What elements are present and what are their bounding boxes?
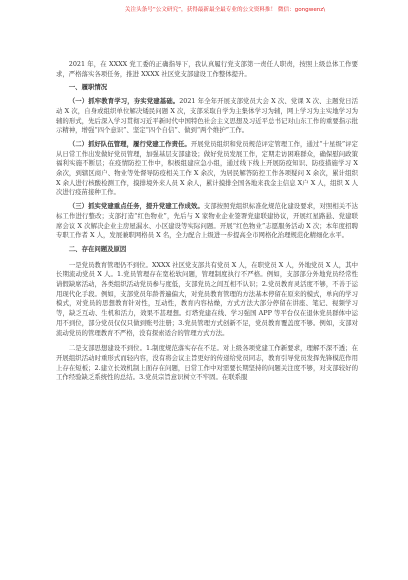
document-body [56, 60, 358, 383]
paragraph-1-3 [56, 202, 358, 241]
subheading-1-3: （三）抓实党建重点任务，提升党建工作成效。 [68, 202, 204, 211]
paragraph-1-3-body: 支部按照党组织标准化规范化建设要求，对照相关不达标工作进行整改；支部打造“红色物业”，先后与 X 家物业企业签署党建联建协议，开展红星路悬、党建联席会议 X 次解决企业主房屋漏水、小区建设等实际问题。开展“红色物业”志愿服务活动 X 次；本年度招聘专职工作者 X 人，发展兼职网格员 X 名，全力配合上级进一步提高全市网格化治理规范化精细化水平。 [56, 202, 359, 240]
paragraph-1-1-body: 2021 年全年开展支部党员大会 X 次、党课 X 次、主题党日活动 X 次，自身或组织单位解决矮民问题 X 次，支部采取自学为主集体学习为辅，网上学习为主实地学习为辅的形式，先后深入学习贯彻习近平新时代中国特色社会主义思想及习近平总书记对山东工作的重要指示批示精神，增强“四个意识”、坚定“四个自信”、做到“两个维护”工作。 [56, 97, 358, 135]
paragraph-2-2: 二是支部思想建设不到位。1.制度规范落实存在不足。对上级各项党建工作新要求，理解不深不透；在开展组织活动时重形式而轻内容，没有将会议主旨更好的传递给党员同志，教育引导党员发挥先锋模范作用上存在短板；2.建立长效机制上面存在问题，日常工作中对需要长期坚持的问题关注度不够，对支部较好的工作经验缺乏系统性的总结。3.党员宗旨意识树立不牢固。在联系服 [56, 344, 358, 382]
header-banner [60, 4, 390, 14]
paragraph-1-2 [56, 140, 358, 198]
banner-text: 关注头条号“公文研究”，获得最新最全最专业的公文资料推！ 微信：gongwenz\ [124, 7, 326, 13]
paragraph-1-2-body: 开展党员组织和党员规范评定管理工作，通过“十星级”评定从日常工作出发做好党员管理，加强基层支部建设；做好党员发展工作，定期走访困难群众，确保慰问政策福利实施不断层；在疫情防控工作中，积极组建应急小组，通过线下线上开展防疫知识、防疫措施学习 X 余次，到辖区商户、物业等处督导防疫相关工作 X 余次，为居民解答防控工作各项疑问 X 余次，累计组织 X 余人进行核酸检测工作，摸排境外来人员 X 余人，累计摸排全国各地来我金主信息 X户 X 人，组织 X 人次进行疫苗接种工作。 [56, 139, 358, 197]
subheading-1-2: （二）抓好队伍管理，履行党建工作责任。 [68, 139, 191, 148]
section-heading-1: 一、履职情况 [68, 83, 108, 92]
subheading-1-1: （一）抓牢教育学习，夯实党建基础。 [68, 97, 180, 106]
paragraph-1-1 [56, 97, 358, 136]
section-heading-2: 二、存在问题及原因 [68, 244, 127, 253]
paragraph-2-1: 一是党员教育管理仍不到位。XXXX 社区党支部共有党员 X 人，在职党员 X 人，外地党员 X 人，其中长期流动党员 X 人。1.党员管理存在宽松软问题，管理制度执行不严格。例如，支部部分外地党员经常性请假缺席活动，各类组织活动党员参与度低，支部党员之间互相不认识；2.党员教育灵活度不够，不善于运用现代化手段。例如，支部党员年龄普遍偏大，对党员教育管理的方法基本停留在原来的模式，单向的学习模式，对党员的思想教育针对性，互动性，教育内容枯燥，方式方法大部分停留在讲座、笔记、视频学习等，缺乏互动、生机和活力，效果不甚理想。灯塔党建在线、学习强国 APP 等平台仅在退休党员群体中运用不到位，部分党员仅仅只做到账号注册；3.党员管理方式创新不足，党员教育覆盖度不够。例如，支部对流动党员的管理教育不严格，没有探索适合的管理方式方法。 [56, 260, 358, 337]
intro-paragraph: 2021 年，在 XXXX 党工委的正确指导下，我认真履行党支部第一责任人职责，按照上级总体工作要求，严格落实各项任务，推进 XXXX 社区党支部建设工作整体提升。 [56, 60, 358, 78]
